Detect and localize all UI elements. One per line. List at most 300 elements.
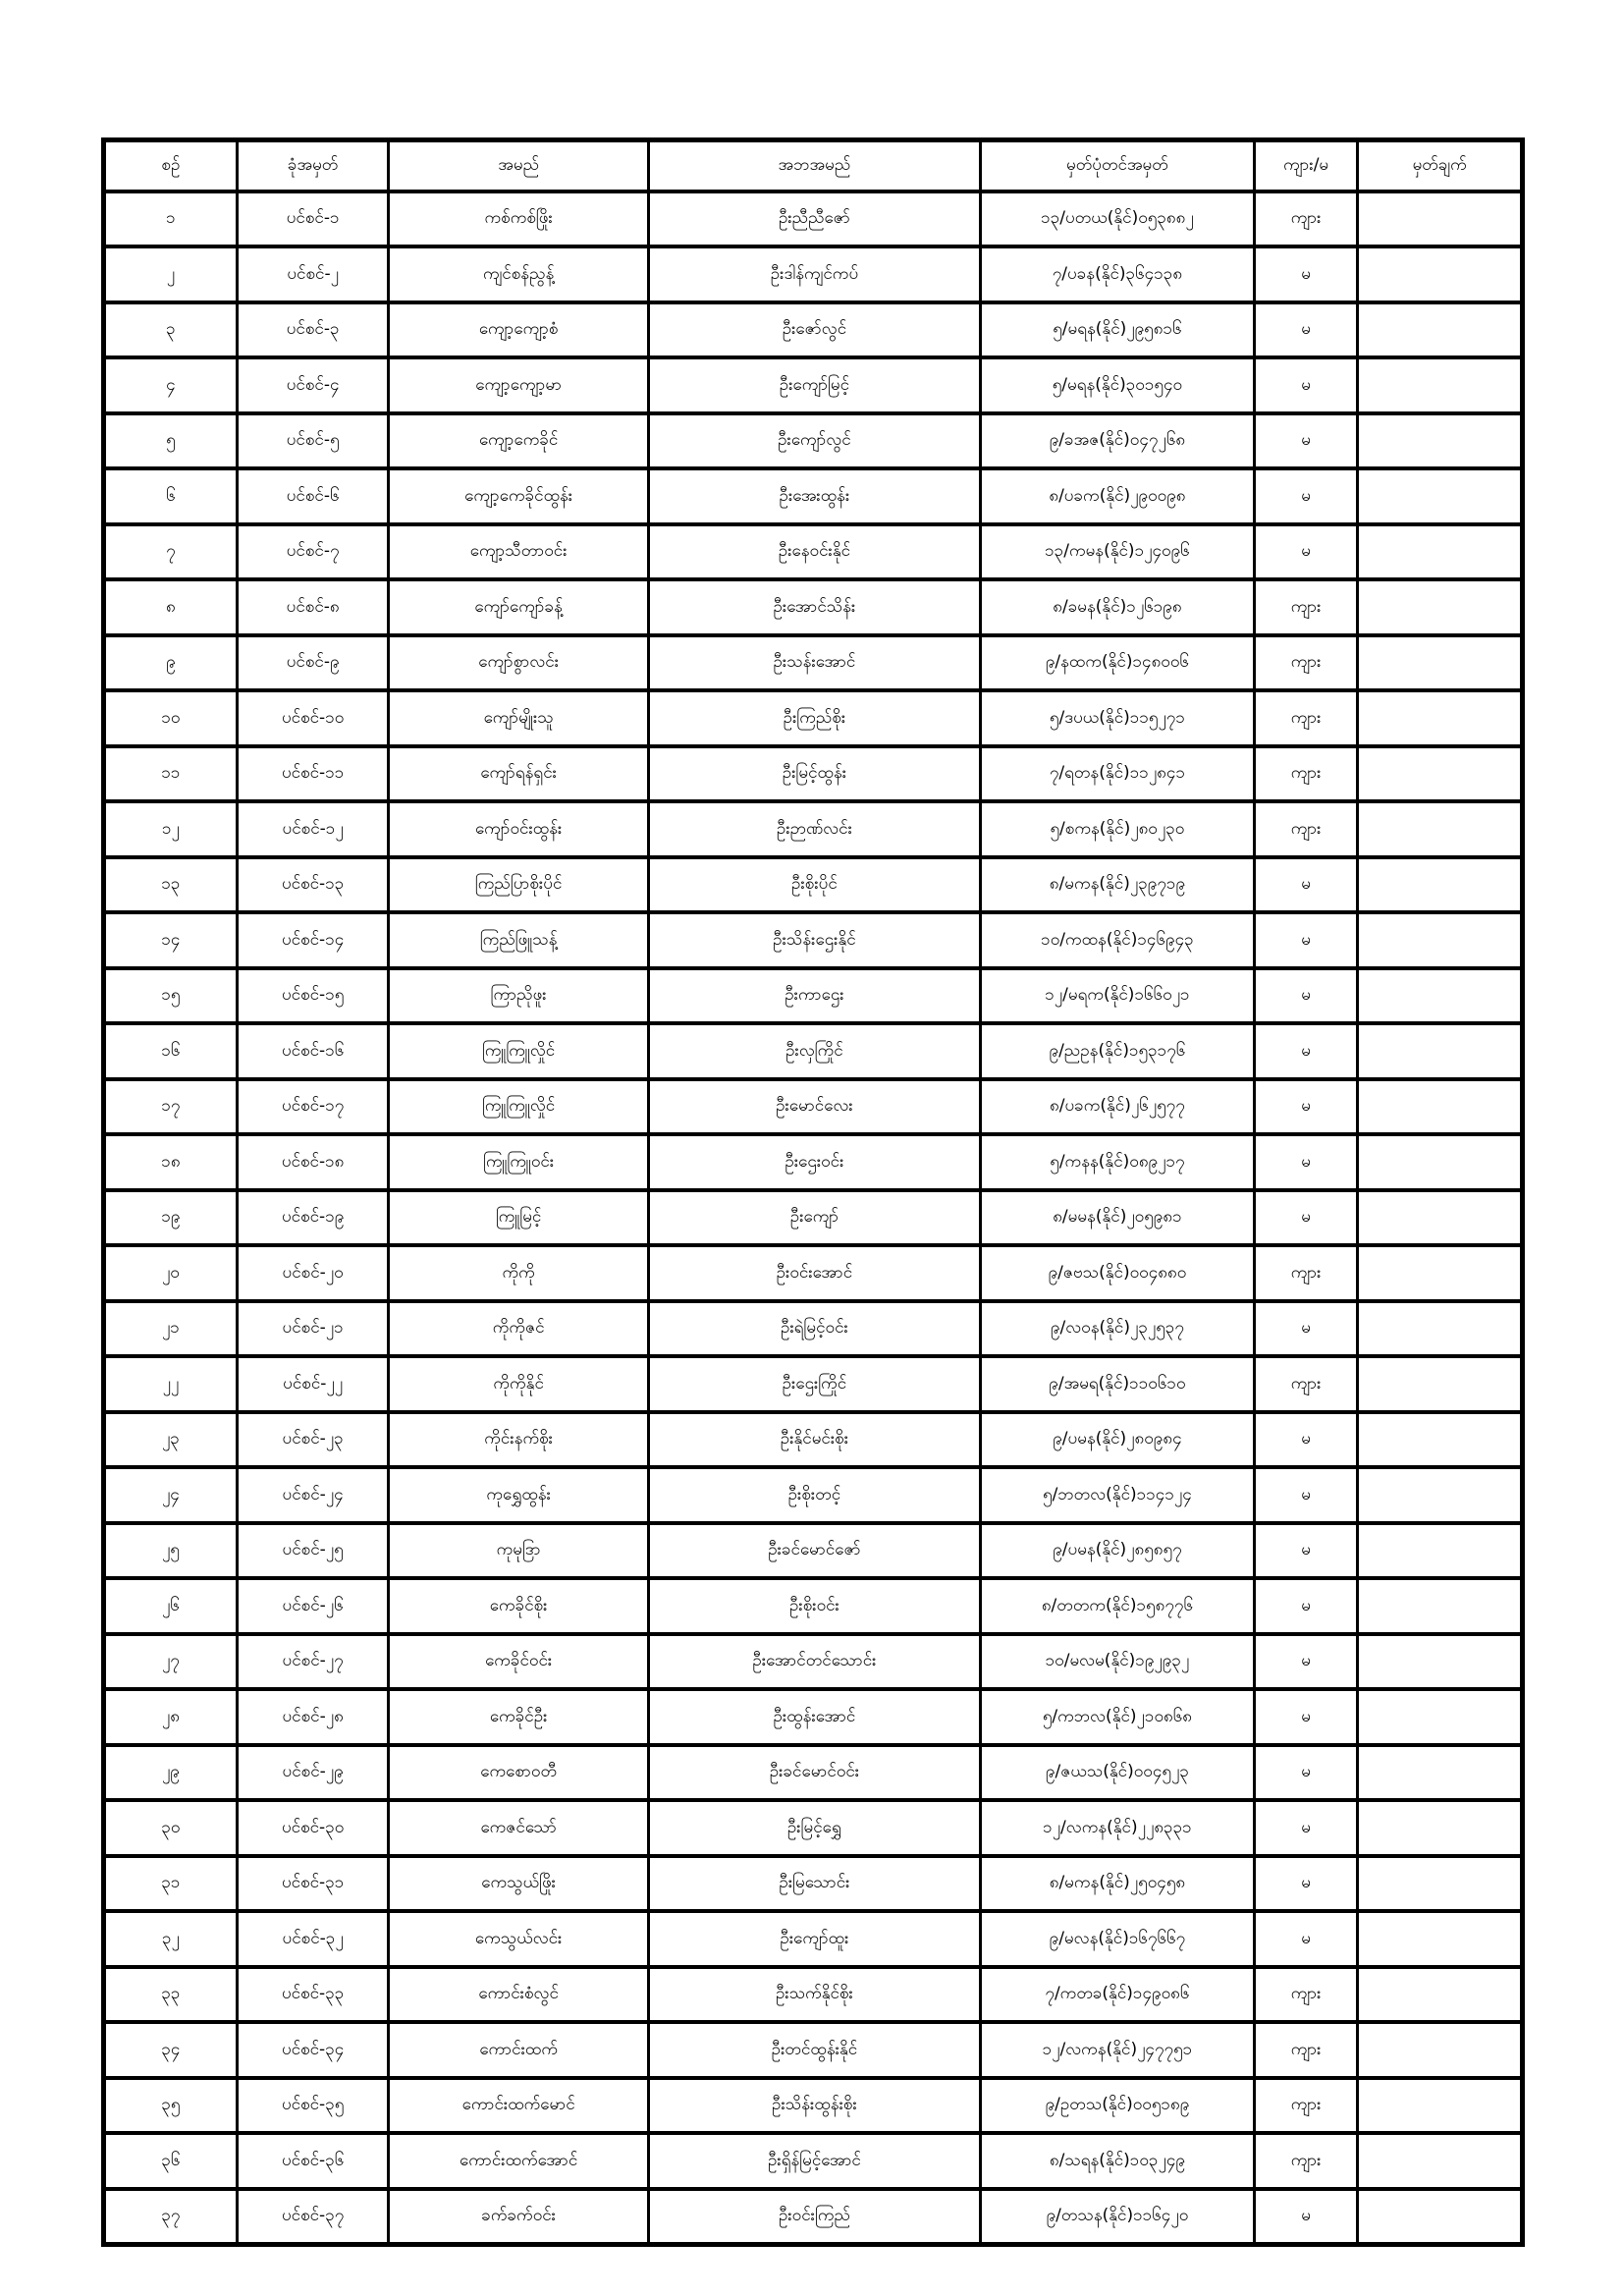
father-name-cell: ဦးမြင့်ရွှေ — [648, 1800, 980, 1856]
table-row — [104, 1856, 1523, 1912]
name-cell: ကိုကိုနိုင် — [389, 1356, 648, 1412]
roll-number-cell: ပင်စင်-၅ — [237, 413, 389, 469]
father-name-cell: ဦးခင်မောင်ဇော် — [648, 1523, 980, 1579]
nrc-cell: ၈/သရန(နိုင်)၁၀၃၂၄၉ — [980, 2133, 1254, 2189]
gender-cell: ကျား — [1254, 1245, 1357, 1301]
name-cell: ကျော်စွာလင်း — [389, 635, 648, 691]
serial-cell: ၁၆ — [104, 1023, 238, 1079]
gender-cell: မ — [1254, 302, 1357, 358]
nrc-cell: ၁၀/မလမ(နိုင်)၁၉၂၉၃၂ — [980, 1634, 1254, 1690]
roll-number-cell: ပင်စင်-၁ — [237, 191, 389, 247]
serial-cell: ၂၁ — [104, 1301, 238, 1357]
table-row — [104, 1634, 1523, 1690]
gender-cell: မ — [1254, 1023, 1357, 1079]
roll-number-cell: ပင်စင်-၁၉ — [237, 1190, 389, 1246]
remark-cell — [1358, 246, 1523, 302]
gender-cell: မ — [1254, 1079, 1357, 1135]
name-cell: ကေသွယ်လင်း — [389, 1911, 648, 1967]
roll-number-cell: ပင်စင်-၂ — [237, 246, 389, 302]
gender-cell: မ — [1254, 524, 1357, 580]
roll-number-cell: ပင်စင်-၆ — [237, 468, 389, 524]
serial-cell: ၃၀ — [104, 1800, 238, 1856]
father-name-cell: ဦးမြင့်ထွန်း — [648, 746, 980, 802]
roll-number-cell: ပင်စင်-၃၅ — [237, 2078, 389, 2134]
name-cell: ကျော်ကျော်ခန့် — [389, 579, 648, 635]
name-cell: ကုရွှေထွန်း — [389, 1467, 648, 1523]
column-header-father-name: အဘအမည် — [648, 140, 980, 191]
nrc-cell: ၅/မရန(နိုင်)၂၉၅၈၁၆ — [980, 302, 1254, 358]
roll-number-cell: ပင်စင်-၂၄ — [237, 1467, 389, 1523]
name-cell: ကုမုဒြာ — [389, 1523, 648, 1579]
serial-cell: ၁၈ — [104, 1134, 238, 1190]
roll-number-cell: ပင်စင်-၁၂ — [237, 801, 389, 857]
roll-number-cell: ပင်စင်-၃၁ — [237, 1856, 389, 1912]
name-cell: ကိုကိုဇင် — [389, 1301, 648, 1357]
remark-cell — [1358, 912, 1523, 968]
remark-cell — [1358, 413, 1523, 469]
gender-cell: ကျား — [1254, 579, 1357, 635]
name-cell: ကေစောဝတီ — [389, 1745, 648, 1801]
name-cell: ကြည်ဖြူသန့် — [389, 912, 648, 968]
remark-cell — [1358, 968, 1523, 1024]
remark-cell — [1358, 191, 1523, 247]
serial-cell: ၂ — [104, 246, 238, 302]
gender-cell: မ — [1254, 1911, 1357, 1967]
father-name-cell: ဦးခင်မောင်ဝင်း — [648, 1745, 980, 1801]
father-name-cell: ဦးရဲမြင့်ဝင်း — [648, 1301, 980, 1357]
column-header-gender: ကျား/မ — [1254, 140, 1357, 191]
nrc-cell: ၇/ရတန(နိုင်)၁၁၂၈၄၁ — [980, 746, 1254, 802]
father-name-cell: ဦးသက်နိုင်စိုး — [648, 1967, 980, 2023]
gender-cell: မ — [1254, 2189, 1357, 2245]
roll-number-cell: ပင်စင်-၃၇ — [237, 2189, 389, 2245]
table-row — [104, 357, 1523, 413]
father-name-cell: ဦးအေးထွန်း — [648, 468, 980, 524]
name-cell: ကျင်စန်ညွန့် — [389, 246, 648, 302]
remark-cell — [1358, 1800, 1523, 1856]
serial-cell: ၄ — [104, 357, 238, 413]
name-cell: ကြာညိုဖူး — [389, 968, 648, 1024]
gender-cell: မ — [1254, 857, 1357, 913]
gender-cell: ကျား — [1254, 690, 1357, 746]
pension-roster-table — [101, 137, 1525, 2247]
nrc-cell: ၁၃/ကမန(နိုင်)၁၂၄၀၉၆ — [980, 524, 1254, 580]
serial-cell: ၃၁ — [104, 1856, 238, 1912]
father-name-cell: ဦးဌေးကြိုင် — [648, 1356, 980, 1412]
gender-cell: ကျား — [1254, 635, 1357, 691]
serial-cell: ၁၂ — [104, 801, 238, 857]
remark-cell — [1358, 1412, 1523, 1468]
table-row — [104, 801, 1523, 857]
table-row — [104, 246, 1523, 302]
gender-cell: ကျား — [1254, 191, 1357, 247]
roll-number-cell: ပင်စင်-၂၇ — [237, 1634, 389, 1690]
roll-number-cell: ပင်စင်-၂၀ — [237, 1245, 389, 1301]
column-header-remark: မှတ်ချက် — [1358, 140, 1523, 191]
roll-number-cell: ပင်စင်-၂၃ — [237, 1412, 389, 1468]
father-name-cell: ဦးလှကြိုင် — [648, 1023, 980, 1079]
remark-cell — [1358, 1134, 1523, 1190]
roll-number-cell: ပင်စင်-၁၀ — [237, 690, 389, 746]
table-row — [104, 857, 1523, 913]
nrc-cell: ၉/အမရ(နိုင်)၁၁၀၆၁၀ — [980, 1356, 1254, 1412]
table-row — [104, 1578, 1523, 1634]
nrc-cell: ၁၂/မရက(နိုင်)၁၆၆၀၂၁ — [980, 968, 1254, 1024]
father-name-cell: ဦးစိုးပိုင် — [648, 857, 980, 913]
remark-cell — [1358, 1079, 1523, 1135]
gender-cell: ကျား — [1254, 746, 1357, 802]
nrc-cell: ၉/ပမန(နိုင်)၂၈၀၉၈၄ — [980, 1412, 1254, 1468]
gender-cell: ကျား — [1254, 1356, 1357, 1412]
name-cell: ကစ်ကစ်ဖြိုး — [389, 191, 648, 247]
nrc-cell: ၇/ကတခ(နိုင်)၁၄၉၀၈၆ — [980, 1967, 1254, 2023]
gender-cell: မ — [1254, 357, 1357, 413]
roll-number-cell: ပင်စင်-၁၄ — [237, 912, 389, 968]
nrc-cell: ၅/ဒပယ(နိုင်)၁၁၅၂၇၁ — [980, 690, 1254, 746]
table-row — [104, 1190, 1523, 1246]
table-row — [104, 1134, 1523, 1190]
table-row — [104, 579, 1523, 635]
name-cell: ကောင်းထက် — [389, 2022, 648, 2078]
table-row — [104, 524, 1523, 580]
remark-cell — [1358, 1967, 1523, 2023]
name-cell: ကေခိုင်စိုး — [389, 1578, 648, 1634]
serial-cell: ၁၃ — [104, 857, 238, 913]
nrc-cell: ၉/ခအဇ(နိုင်)၀၄၇၂၆၈ — [980, 413, 1254, 469]
serial-cell: ၃၂ — [104, 1911, 238, 1967]
name-cell: ကောင်းစံလွင် — [389, 1967, 648, 2023]
serial-cell: ၃၆ — [104, 2133, 238, 2189]
name-cell: ကျော့ကေခိုင် — [389, 413, 648, 469]
roll-number-cell: ပင်စင်-၁၅ — [237, 968, 389, 1024]
table-row — [104, 1800, 1523, 1856]
roll-number-cell: ပင်စင်-၂၅ — [237, 1523, 389, 1579]
roll-number-cell: ပင်စင်-၃၆ — [237, 2133, 389, 2189]
serial-cell: ၁၀ — [104, 690, 238, 746]
nrc-cell: ၉/ညဥန(နိုင်)၁၅၃၁၇၆ — [980, 1023, 1254, 1079]
father-name-cell: ဦးအောင်တင်သောင်း — [648, 1634, 980, 1690]
father-name-cell: ဦးဝင်းကြည် — [648, 2189, 980, 2245]
father-name-cell: ဦးကျော်ထူး — [648, 1911, 980, 1967]
table-row — [104, 1689, 1523, 1745]
nrc-cell: ၉/ဇယသ(နိုင်)၀၀၄၅၂၃ — [980, 1745, 1254, 1801]
remark-cell — [1358, 690, 1523, 746]
father-name-cell: ဦးရှိန်မြင့်အောင် — [648, 2133, 980, 2189]
serial-cell: ၃ — [104, 302, 238, 358]
roll-number-cell: ပင်စင်-၁၇ — [237, 1079, 389, 1135]
roll-number-cell: ပင်စင်-၂၆ — [237, 1578, 389, 1634]
roll-number-cell: ပင်စင်-၄ — [237, 357, 389, 413]
gender-cell: မ — [1254, 968, 1357, 1024]
serial-cell: ၅ — [104, 413, 238, 469]
remark-cell — [1358, 801, 1523, 857]
remark-cell — [1358, 524, 1523, 580]
name-cell: ကေခိုင်ဝင်း — [389, 1634, 648, 1690]
serial-cell: ၂၂ — [104, 1356, 238, 1412]
father-name-cell: ဦးကျော်လွင် — [648, 413, 980, 469]
gender-cell: မ — [1254, 1412, 1357, 1468]
gender-cell: ကျား — [1254, 2133, 1357, 2189]
nrc-cell: ၅/စကန(နိုင်)၂၈၀၂၃၀ — [980, 801, 1254, 857]
father-name-cell: ဦးသန်းအောင် — [648, 635, 980, 691]
gender-cell: မ — [1254, 246, 1357, 302]
name-cell: ကျော့သီတာဝင်း — [389, 524, 648, 580]
father-name-cell: ဦးဌေးဝင်း — [648, 1134, 980, 1190]
father-name-cell: ဦးဇော်လွင် — [648, 302, 980, 358]
roll-number-cell: ပင်စင်-၂၉ — [237, 1745, 389, 1801]
name-cell: ကြူကြူလှိုင် — [389, 1079, 648, 1135]
name-cell: ကြူကြူလှိုင် — [389, 1023, 648, 1079]
nrc-cell: ၉/ပမန(နိုင်)၂၈၅၈၅၇ — [980, 1523, 1254, 1579]
nrc-cell: ၈/ခမန(နိုင်)၁၂၆၁၉၈ — [980, 579, 1254, 635]
serial-cell: ၇ — [104, 524, 238, 580]
table-row — [104, 690, 1523, 746]
table-row — [104, 1356, 1523, 1412]
father-name-cell: ဦးဉာဏ်လင်း — [648, 801, 980, 857]
serial-cell: ၂၆ — [104, 1578, 238, 1634]
name-cell: ကြည်ပြာစိုးပိုင် — [389, 857, 648, 913]
column-header-serial: စဉ် — [104, 140, 238, 191]
name-cell: ကျော်ရန်ရှင်း — [389, 746, 648, 802]
father-name-cell: ဦးကျော် — [648, 1190, 980, 1246]
serial-cell: ၁၇ — [104, 1079, 238, 1135]
serial-cell: ၂၀ — [104, 1245, 238, 1301]
serial-cell: ၁ — [104, 191, 238, 247]
roll-number-cell: ပင်စင်-၂၈ — [237, 1689, 389, 1745]
nrc-cell: ၈/မမန(နိုင်)၂၀၅၉၈၁ — [980, 1190, 1254, 1246]
nrc-cell: ၈/မကန(နိုင်)၂၅၀၄၅၈ — [980, 1856, 1254, 1912]
table-row — [104, 746, 1523, 802]
father-name-cell: ဦးအောင်သိန်း — [648, 579, 980, 635]
table-body — [104, 191, 1523, 2245]
remark-cell — [1358, 2022, 1523, 2078]
table-row — [104, 912, 1523, 968]
remark-cell — [1358, 1745, 1523, 1801]
table-row — [104, 1079, 1523, 1135]
nrc-cell: ၉/တသန(နိုင်)၁၁၆၄၂၀ — [980, 2189, 1254, 2245]
table-row — [104, 2078, 1523, 2134]
serial-cell: ၃၃ — [104, 1967, 238, 2023]
nrc-cell: ၉/နထက(နိုင်)၁၄၈၀၀၆ — [980, 635, 1254, 691]
remark-cell — [1358, 2133, 1523, 2189]
remark-cell — [1358, 579, 1523, 635]
gender-cell: ကျား — [1254, 801, 1357, 857]
gender-cell: မ — [1254, 912, 1357, 968]
nrc-cell: ၅/ကဘလ(နိုင်)၂၁၀၈၆၈ — [980, 1689, 1254, 1745]
remark-cell — [1358, 302, 1523, 358]
remark-cell — [1358, 1578, 1523, 1634]
gender-cell: မ — [1254, 1689, 1357, 1745]
nrc-cell: ၅/ဘတလ(နိုင်)၁၁၄၁၂၄ — [980, 1467, 1254, 1523]
nrc-cell: ၅/ကနန(နိုင်)၀၈၉၂၁၇ — [980, 1134, 1254, 1190]
roll-number-cell: ပင်စင်-၁၈ — [237, 1134, 389, 1190]
serial-cell: ၆ — [104, 468, 238, 524]
father-name-cell: ဦးဝင်းအောင် — [648, 1245, 980, 1301]
table-row — [104, 2022, 1523, 2078]
serial-cell: ၂၅ — [104, 1523, 238, 1579]
remark-cell — [1358, 2189, 1523, 2245]
column-header-name: အမည် — [389, 140, 648, 191]
gender-cell: မ — [1254, 1134, 1357, 1190]
table-row — [104, 1745, 1523, 1801]
gender-cell: မ — [1254, 1467, 1357, 1523]
name-cell: ကြူကြူဝင်း — [389, 1134, 648, 1190]
serial-cell: ၁၅ — [104, 968, 238, 1024]
table-row — [104, 1412, 1523, 1468]
father-name-cell: ဦးသိန်းထွန်းစိုး — [648, 2078, 980, 2134]
nrc-cell: ၈/ပခက(နိုင်)၂၉၀၀၉၈ — [980, 468, 1254, 524]
name-cell: ကျော့ကျော့စံ — [389, 302, 648, 358]
name-cell: ကောင်းထက်မောင် — [389, 2078, 648, 2134]
roll-number-cell: ပင်စင်-၇ — [237, 524, 389, 580]
serial-cell: ၁၄ — [104, 912, 238, 968]
table-row — [104, 1911, 1523, 1967]
gender-cell: မ — [1254, 1190, 1357, 1246]
table-row — [104, 1467, 1523, 1523]
father-name-cell: ဦးကြည်စိုး — [648, 690, 980, 746]
remark-cell — [1358, 1190, 1523, 1246]
serial-cell: ၃၅ — [104, 2078, 238, 2134]
roll-number-cell: ပင်စင်-၃၃ — [237, 1967, 389, 2023]
serial-cell: ၉ — [104, 635, 238, 691]
roll-number-cell: ပင်စင်-၈ — [237, 579, 389, 635]
remark-cell — [1358, 1856, 1523, 1912]
father-name-cell: ဦးတင်ထွန်းနိုင် — [648, 2022, 980, 2078]
remark-cell — [1358, 1911, 1523, 1967]
nrc-cell: ၁၂/လကန(နိုင်)၂၄၇၇၅၁ — [980, 2022, 1254, 2078]
remark-cell — [1358, 2078, 1523, 2134]
column-header-roll-number: ခုံအမှတ် — [237, 140, 389, 191]
father-name-cell: ဦးထွန်းအောင် — [648, 1689, 980, 1745]
table-row — [104, 1023, 1523, 1079]
father-name-cell: ဦးစိုးဝင်း — [648, 1578, 980, 1634]
remark-cell — [1358, 468, 1523, 524]
table-row — [104, 635, 1523, 691]
gender-cell: မ — [1254, 1856, 1357, 1912]
nrc-cell: ၉/ဇဗသ(နိုင်)၀၀၄၈၈၀ — [980, 1245, 1254, 1301]
gender-cell: မ — [1254, 1523, 1357, 1579]
nrc-cell: ၁၂/လကန(နိုင်)၂၂၈၃၃၁ — [980, 1800, 1254, 1856]
remark-cell — [1358, 857, 1523, 913]
roll-number-cell: ပင်စင်-၂၁ — [237, 1301, 389, 1357]
nrc-cell: ၁၃/ပတယ(နိုင်)၀၅၃၈၈၂ — [980, 191, 1254, 247]
roll-number-cell: ပင်စင်-၁၆ — [237, 1023, 389, 1079]
serial-cell: ၃၄ — [104, 2022, 238, 2078]
name-cell: ကျော့ကေခိုင်ထွန်း — [389, 468, 648, 524]
serial-cell: ၂၈ — [104, 1689, 238, 1745]
remark-cell — [1358, 1634, 1523, 1690]
serial-cell: ၂၃ — [104, 1412, 238, 1468]
father-name-cell: ဦးစိုးတင့် — [648, 1467, 980, 1523]
nrc-cell: ၈/တတက(နိုင်)၁၅၈၇၇၆ — [980, 1578, 1254, 1634]
roll-number-cell: ပင်စင်-၁၁ — [237, 746, 389, 802]
gender-cell: မ — [1254, 1578, 1357, 1634]
gender-cell: မ — [1254, 1634, 1357, 1690]
remark-cell — [1358, 746, 1523, 802]
father-name-cell: ဦးကာဌေး — [648, 968, 980, 1024]
table-row — [104, 968, 1523, 1024]
remark-cell — [1358, 357, 1523, 413]
father-name-cell: ဦးနိုင်မင်းစိုး — [648, 1412, 980, 1468]
gender-cell: မ — [1254, 1301, 1357, 1357]
father-name-cell: ဦးမြသောင်း — [648, 1856, 980, 1912]
serial-cell: ၂၄ — [104, 1467, 238, 1523]
roll-number-cell: ပင်စင်-၃၀ — [237, 1800, 389, 1856]
serial-cell: ၂၇ — [104, 1634, 238, 1690]
nrc-cell: ၉/လဝန(နိုင်)၂၃၂၅၃၇ — [980, 1301, 1254, 1357]
serial-cell: ၈ — [104, 579, 238, 635]
column-header-nrc-number: မှတ်ပုံတင်အမှတ် — [980, 140, 1254, 191]
nrc-cell: ၉/မလန(နိုင်)၁၆၇၆၆၇ — [980, 1911, 1254, 1967]
header-row — [104, 140, 1523, 191]
remark-cell — [1358, 1523, 1523, 1579]
gender-cell: မ — [1254, 468, 1357, 524]
table-row — [104, 1967, 1523, 2023]
roll-number-cell: ပင်စင်-၁၃ — [237, 857, 389, 913]
remark-cell — [1358, 1023, 1523, 1079]
gender-cell: မ — [1254, 413, 1357, 469]
nrc-cell: ၁၀/ကထန(နိုင်)၁၄၆၉၄၃ — [980, 912, 1254, 968]
father-name-cell: ဦးဒါန်ကျင်ကပ် — [648, 246, 980, 302]
table-row — [104, 2189, 1523, 2245]
name-cell: ကျော်ဝင်းထွန်း — [389, 801, 648, 857]
nrc-cell: ၈/ပခက(နိုင်)၂၆၂၅၇၇ — [980, 1079, 1254, 1135]
roll-number-cell: ပင်စင်-၃၂ — [237, 1911, 389, 1967]
father-name-cell: ဦးကျော်မြင့် — [648, 357, 980, 413]
roll-number-cell: ပင်စင်-၂၂ — [237, 1356, 389, 1412]
table-row — [104, 2133, 1523, 2189]
serial-cell: ၃၇ — [104, 2189, 238, 2245]
name-cell: ကိုကို — [389, 1245, 648, 1301]
remark-cell — [1358, 1356, 1523, 1412]
father-name-cell: ဦးသိန်းဌေးနိုင် — [648, 912, 980, 968]
name-cell: ကေခိုင်ဦး — [389, 1689, 648, 1745]
serial-cell: ၂၉ — [104, 1745, 238, 1801]
nrc-cell: ၉/ဥတသ(နိုင်)၀၀၅၁၈၉ — [980, 2078, 1254, 2134]
name-cell: ခက်ခက်ဝင်း — [389, 2189, 648, 2245]
name-cell: ကျော်မျိုးသူ — [389, 690, 648, 746]
name-cell: ကေဇင်သော် — [389, 1800, 648, 1856]
remark-cell — [1358, 635, 1523, 691]
nrc-cell: ၇/ပခန(နိုင်)၃၆၄၁၃၈ — [980, 246, 1254, 302]
table-row — [104, 468, 1523, 524]
father-name-cell: ဦးမောင်လေး — [648, 1079, 980, 1135]
table-row — [104, 302, 1523, 358]
table-row — [104, 1245, 1523, 1301]
roll-number-cell: ပင်စင်-၉ — [237, 635, 389, 691]
remark-cell — [1358, 1301, 1523, 1357]
remark-cell — [1358, 1245, 1523, 1301]
father-name-cell: ဦးညီညီဇော် — [648, 191, 980, 247]
name-cell: ကိုင်းနက်စိုး — [389, 1412, 648, 1468]
gender-cell: ကျား — [1254, 2078, 1357, 2134]
gender-cell: ကျား — [1254, 2022, 1357, 2078]
nrc-cell: ၅/မရန(နိုင်)၃၀၁၅၄၀ — [980, 357, 1254, 413]
table-row — [104, 413, 1523, 469]
remark-cell — [1358, 1467, 1523, 1523]
roll-number-cell: ပင်စင်-၃ — [237, 302, 389, 358]
name-cell: ကောင်းထက်အောင် — [389, 2133, 648, 2189]
serial-cell: ၁၁ — [104, 746, 238, 802]
nrc-cell: ၈/မကန(နိုင်)၂၃၉၇၁၉ — [980, 857, 1254, 913]
roll-number-cell: ပင်စင်-၃၄ — [237, 2022, 389, 2078]
remark-cell — [1358, 1689, 1523, 1745]
table-row — [104, 1301, 1523, 1357]
gender-cell: ကျား — [1254, 1967, 1357, 2023]
gender-cell: မ — [1254, 1745, 1357, 1801]
name-cell: ကျော့ကျော့မာ — [389, 357, 648, 413]
gender-cell: မ — [1254, 1800, 1357, 1856]
